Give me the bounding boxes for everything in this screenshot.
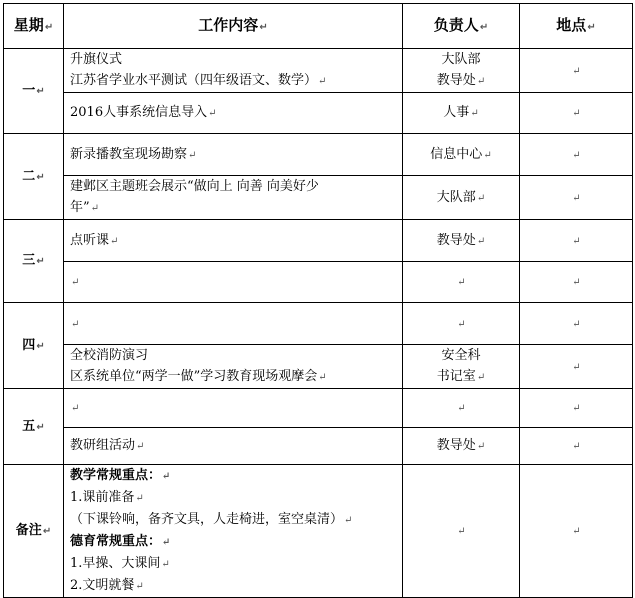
- paragraph-mark: ↵: [161, 559, 170, 570]
- owner-cell: [403, 345, 520, 389]
- paragraph-mark: ↵: [71, 277, 80, 288]
- notes-text: 德育常规重点：: [70, 534, 162, 549]
- notes-line: [70, 509, 396, 531]
- schedule-row: [4, 389, 633, 428]
- paragraph-mark: ↵: [318, 76, 327, 87]
- content-line: [70, 397, 396, 419]
- paragraph-mark: ↵: [572, 403, 581, 414]
- paragraph-mark: ↵: [470, 108, 479, 119]
- owner-text: 教导处: [436, 438, 476, 453]
- paragraph-mark: ↵: [476, 192, 486, 204]
- content-cell: [64, 303, 403, 345]
- content-line: [70, 366, 396, 388]
- content-line: [70, 313, 396, 335]
- schedule-row: [4, 303, 633, 345]
- weekly-schedule-table: [3, 3, 633, 598]
- schedule-row: [4, 345, 633, 389]
- header-place: 地点↵: [520, 4, 633, 49]
- paragraph-mark: ↵: [457, 318, 466, 330]
- place-cell: [520, 303, 633, 345]
- paragraph-mark: ↵: [162, 471, 171, 482]
- owner-line: [409, 230, 513, 252]
- schedule-body: [4, 49, 633, 598]
- day-cell: [4, 134, 64, 220]
- owner-line: [409, 345, 513, 366]
- content-line: [70, 49, 396, 70]
- notes-owner-cell: [403, 465, 520, 598]
- place-cell: [520, 345, 633, 389]
- content-text: 年”: [70, 200, 90, 215]
- paragraph-mark: ↵: [572, 318, 581, 330]
- schedule-row: [4, 49, 633, 93]
- paragraph-mark: ↵: [318, 372, 327, 383]
- notes-line: [70, 531, 396, 553]
- paragraph-mark: ↵: [572, 361, 581, 373]
- owner-line: [409, 435, 513, 457]
- owner-line: [409, 313, 513, 335]
- notes-label-cell: [4, 465, 64, 598]
- notes-line: [70, 553, 396, 575]
- notes-place-cell: [520, 465, 633, 598]
- owner-cell: [403, 428, 520, 465]
- owner-cell: [403, 389, 520, 428]
- paragraph-mark: ↵: [572, 526, 581, 537]
- owner-text: 大队部: [441, 52, 481, 67]
- place-cell: [520, 49, 633, 93]
- paragraph-mark: ↵: [36, 256, 45, 267]
- content-line: [70, 70, 396, 92]
- content-text: 区系统单位“两学一做”学习教育现场观摩会: [70, 369, 318, 384]
- notes-text: 1.课前准备: [70, 490, 135, 505]
- day-cell: [4, 303, 64, 389]
- owner-line: [409, 70, 513, 92]
- notes-line: [70, 465, 396, 487]
- paragraph-mark: ↵: [476, 76, 486, 87]
- header-owner: 负责人↵: [403, 4, 520, 49]
- content-text: 2016人事系统信息导入: [70, 105, 208, 120]
- owner-text: 大队部: [436, 189, 476, 205]
- owner-text: 人事: [443, 105, 470, 120]
- schedule-row: [4, 134, 633, 176]
- owner-line: [409, 397, 513, 419]
- paragraph-mark: ↵: [135, 581, 144, 592]
- paragraph-mark: ↵: [36, 86, 45, 97]
- paragraph-mark: ↵: [476, 372, 486, 383]
- paragraph-mark: ↵: [572, 441, 581, 452]
- paragraph-mark: ↵: [162, 537, 171, 548]
- owner-text: 信息中心: [430, 146, 483, 162]
- schedule-row: [4, 262, 633, 303]
- content-cell: [64, 93, 403, 134]
- paragraph-mark: ↵: [90, 203, 100, 214]
- owner-line: [409, 366, 513, 388]
- content-text: 建邺区主题班会展示“做向上 向善 向美好少: [70, 179, 319, 194]
- paragraph-mark: ↵: [135, 493, 144, 504]
- owner-text: 教导处: [436, 73, 476, 88]
- paragraph-mark: ↵: [136, 441, 145, 452]
- header-row: [4, 4, 633, 49]
- notes-text: 2.文明就餐: [70, 578, 135, 593]
- header-content: 工作内容↵: [64, 4, 403, 49]
- owner-cell: [403, 134, 520, 176]
- content-cell: [64, 220, 403, 262]
- notes-text: （下课铃响，备齐文具，人走椅进，室空桌清）: [70, 512, 344, 527]
- paragraph-mark: ↵: [110, 235, 119, 247]
- notes-text: 教学常规重点：: [70, 468, 162, 483]
- content-cell: [64, 134, 403, 176]
- content-line: [70, 271, 396, 293]
- day-label: 三: [22, 253, 36, 268]
- notes-line: [70, 487, 396, 509]
- day-label: 四: [22, 337, 36, 353]
- paragraph-mark: ↵: [572, 65, 581, 77]
- content-line: [70, 230, 396, 252]
- paragraph-mark: ↵: [188, 149, 197, 161]
- content-text: 点听课: [70, 232, 110, 248]
- place-cell: [520, 176, 633, 220]
- place-cell: [520, 134, 633, 176]
- paragraph-mark: ↵: [36, 421, 45, 433]
- owner-text: 安全科: [441, 348, 481, 363]
- owner-line: [409, 271, 513, 293]
- paragraph-mark: ↵: [572, 149, 581, 161]
- content-cell: [64, 176, 403, 220]
- notes-content-cell: [64, 465, 403, 598]
- content-line: [70, 197, 396, 219]
- content-text: 升旗仪式: [70, 52, 123, 67]
- notes-row: [4, 465, 633, 598]
- day-cell: [4, 220, 64, 303]
- content-cell: [64, 262, 403, 303]
- paragraph-mark: ↵: [457, 277, 466, 288]
- schedule-row: [4, 428, 633, 465]
- notes-line: [70, 575, 396, 597]
- content-line: [70, 435, 396, 457]
- owner-cell: [403, 176, 520, 220]
- content-cell: [64, 389, 403, 428]
- owner-line: [409, 187, 513, 209]
- paragraph-mark: ↵: [457, 403, 466, 414]
- content-text: 教研组活动: [70, 438, 136, 453]
- paragraph-mark: ↵: [36, 171, 45, 183]
- content-line: [70, 176, 396, 197]
- place-cell: [520, 262, 633, 303]
- paragraph-mark: ↵: [42, 526, 52, 537]
- content-line: [70, 144, 396, 166]
- notes-label: 备注: [15, 523, 42, 538]
- place-cell: [520, 220, 633, 262]
- day-label: 五: [22, 418, 36, 434]
- content-text: 新录播教室现场勘察: [70, 146, 188, 162]
- day-cell: [4, 49, 64, 134]
- paragraph-mark: ↵: [457, 526, 466, 537]
- paragraph-mark: ↵: [71, 403, 80, 414]
- header-day: 星期↵: [4, 4, 64, 49]
- schedule-row: [4, 176, 633, 220]
- paragraph-mark: ↵: [483, 149, 492, 161]
- notes-text: 1.早操、大课间: [70, 556, 161, 571]
- schedule-row: [4, 93, 633, 134]
- owner-cell: [403, 220, 520, 262]
- owner-text: 书记室: [436, 369, 476, 384]
- owner-line: [409, 49, 513, 70]
- place-cell: [520, 93, 633, 134]
- paragraph-mark: ↵: [344, 515, 353, 526]
- paragraph-mark: ↵: [71, 318, 80, 330]
- paragraph-mark: ↵: [208, 108, 217, 119]
- place-cell: [520, 389, 633, 428]
- paragraph-mark: ↵: [476, 235, 486, 247]
- paragraph-mark: ↵: [572, 277, 581, 288]
- day-label: 一: [22, 83, 36, 98]
- owner-text: 教导处: [436, 232, 476, 248]
- paragraph-mark: ↵: [572, 108, 581, 119]
- content-cell: [64, 49, 403, 93]
- content-line: [70, 102, 396, 124]
- day-label: 二: [22, 168, 36, 184]
- owner-cell: [403, 262, 520, 303]
- paragraph-mark: ↵: [476, 441, 486, 452]
- owner-line: [409, 102, 513, 124]
- paragraph-mark: ↵: [36, 340, 45, 352]
- place-cell: [520, 428, 633, 465]
- owner-line: [409, 144, 513, 166]
- content-cell: [64, 428, 403, 465]
- owner-cell: [403, 303, 520, 345]
- owner-cell: [403, 93, 520, 134]
- content-text: 江苏省学业水平测试（四年级语文、数学）: [70, 73, 318, 88]
- day-cell: [4, 389, 64, 465]
- owner-cell: [403, 49, 520, 93]
- paragraph-mark: ↵: [572, 235, 581, 247]
- content-text: 全校消防演习: [70, 348, 149, 363]
- schedule-row: [4, 220, 633, 262]
- content-line: [70, 345, 396, 366]
- paragraph-mark: ↵: [572, 192, 581, 204]
- content-cell: [64, 345, 403, 389]
